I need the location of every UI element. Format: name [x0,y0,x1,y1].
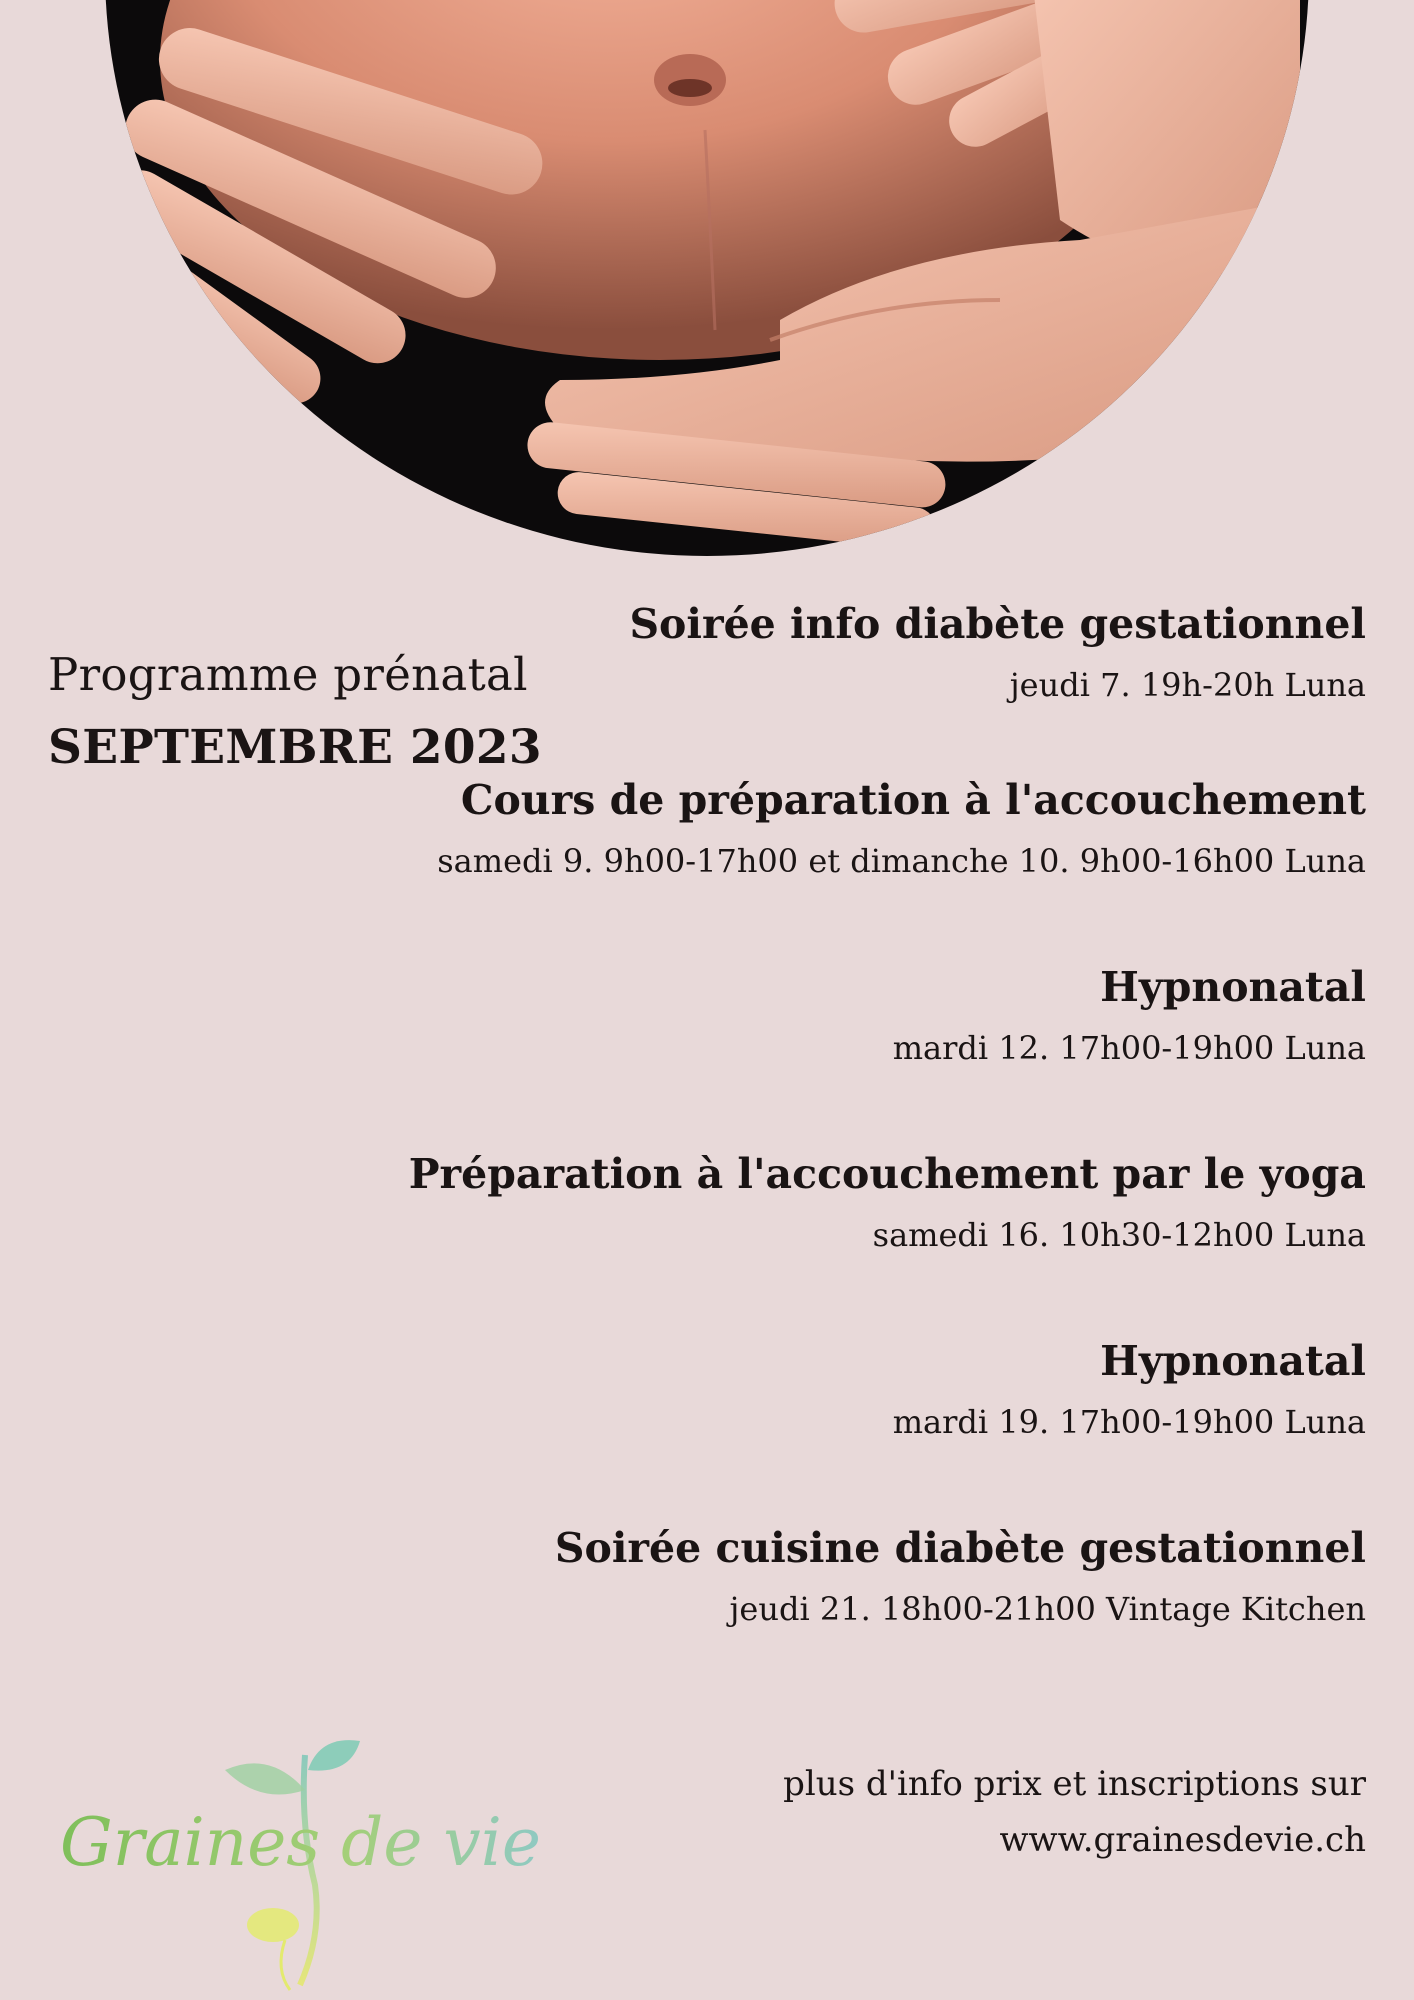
event-detail: samedi 9. 9h00-17h00 et dimanche 10. 9h00-16h00 Luna [437,842,1366,880]
event-detail: samedi 16. 10h30-12h00 Luna [872,1216,1366,1254]
event-title: Hypnonatal [1100,963,1366,1011]
event-title: Soirée info diabète gestationnel [629,600,1366,648]
event-detail: mardi 19. 17h00-19h00 Luna [892,1403,1366,1441]
graines-de-vie-logo [60,1735,541,1995]
hero-belly-image [0,0,1414,560]
event-title: Cours de préparation à l'accouchement [460,776,1366,824]
footer-website[interactable]: www.grainesdevie.ch [999,1820,1366,1860]
event-detail: jeudi 7. 19h-20h Luna [1009,666,1366,704]
program-label: Programme prénatal [48,648,528,701]
event-title: Soirée cuisine diabète gestationnel [554,1524,1366,1572]
footer-info: plus d'info prix et inscriptions sur [783,1764,1366,1804]
logo-wordmark: Graines de vie [60,1804,541,1881]
event-title: Hypnonatal [1100,1337,1366,1385]
event-detail: mardi 12. 17h00-19h00 Luna [892,1029,1366,1067]
program-month: SEPTEMBRE 2023 [48,720,542,775]
event-detail: jeudi 21. 18h00-21h00 Vintage Kitchen [729,1590,1366,1628]
event-title: Préparation à l'accouchement par le yoga [408,1150,1366,1198]
